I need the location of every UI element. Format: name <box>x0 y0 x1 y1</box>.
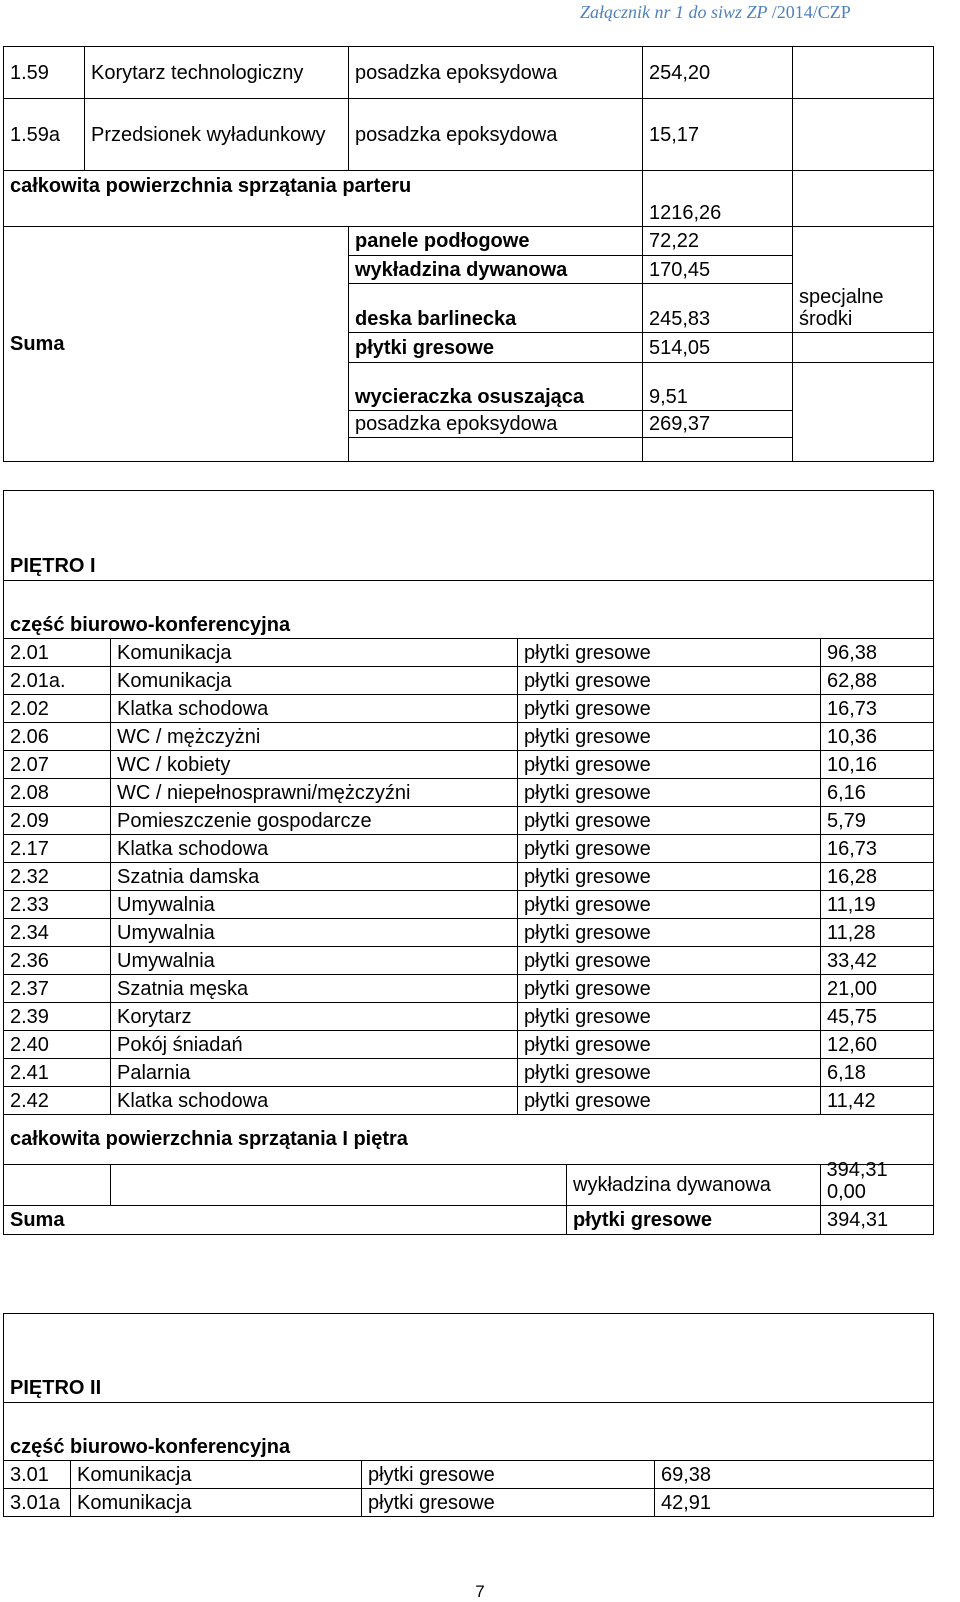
floor1-summary-table <box>3 1164 934 1235</box>
table-row <box>4 667 934 695</box>
floor-type: płytki gresowe <box>518 1003 821 1031</box>
total-row <box>4 171 934 227</box>
room-name: Komunikacja <box>111 639 518 667</box>
summary-value: 0,00 <box>821 1165 934 1206</box>
room-name: Klatka schodowa <box>111 1087 518 1115</box>
empty-cell <box>111 1165 567 1206</box>
summary-type: wykładzina dywanowa <box>567 1165 821 1206</box>
room-area: 69,38 <box>655 1461 934 1489</box>
floor-type: płytki gresowe <box>518 835 821 863</box>
floor-type: płytki gresowe <box>518 919 821 947</box>
room-area: 16,28 <box>821 863 934 891</box>
summary-type: płytki gresowe <box>349 333 643 363</box>
floor-type: płytki gresowe <box>362 1489 655 1517</box>
summary-value: 72,22 <box>643 227 793 256</box>
room-number: 2.41 <box>4 1059 111 1087</box>
room-area: 12,60 <box>821 1031 934 1059</box>
table-row <box>4 99 934 171</box>
room-area: 21,00 <box>821 975 934 1003</box>
table-row <box>4 891 934 919</box>
room-area: 45,75 <box>821 1003 934 1031</box>
room-area: 254,20 <box>643 47 793 99</box>
room-area: 16,73 <box>821 835 934 863</box>
room-name: Korytarz <box>111 1003 518 1031</box>
room-number: 2.01a. <box>4 667 111 695</box>
room-area: 10,36 <box>821 723 934 751</box>
room-name: Palarnia <box>111 1059 518 1087</box>
room-number: 2.32 <box>4 863 111 891</box>
room-name: Umywalnia <box>111 947 518 975</box>
floor-type: płytki gresowe <box>518 1031 821 1059</box>
room-number: 2.07 <box>4 751 111 779</box>
summary-type: płytki gresowe <box>567 1206 821 1235</box>
room-name: Pomieszczenie gospodarcze <box>111 807 518 835</box>
room-name: Szatnia damska <box>111 863 518 891</box>
floor-type: płytki gresowe <box>518 1087 821 1115</box>
summary-type: panele podłogowe <box>349 227 643 256</box>
table-row <box>4 47 934 99</box>
empty-cell <box>793 99 934 171</box>
floor-type: płytki gresowe <box>518 723 821 751</box>
page-number: 7 <box>475 1582 485 1601</box>
room-number: 2.33 <box>4 891 111 919</box>
summary-type: wycieraczka osuszająca <box>349 363 643 411</box>
floor1-title: PIĘTRO I <box>4 491 934 581</box>
floor-type: płytki gresowe <box>518 1059 821 1087</box>
summary-value: 394,31 <box>821 1206 934 1235</box>
room-number: 2.40 <box>4 1031 111 1059</box>
room-name: WC / niepełnosprawni/mężczyźni <box>111 779 518 807</box>
floor-type: płytki gresowe <box>518 667 821 695</box>
room-name: Komunikacja <box>71 1489 362 1517</box>
room-area: 5,79 <box>821 807 934 835</box>
floor-type: posadzka epoksydowa <box>349 99 643 171</box>
table-row <box>4 1087 934 1115</box>
room-name: Umywalnia <box>111 919 518 947</box>
room-area: 11,42 <box>821 1087 934 1115</box>
room-name: WC / kobiety <box>111 751 518 779</box>
table-row <box>4 751 934 779</box>
sum-label: Suma <box>4 227 349 462</box>
table-row <box>4 1003 934 1031</box>
empty-cell <box>793 363 934 462</box>
room-number: 2.37 <box>4 975 111 1003</box>
room-area: 15,17 <box>643 99 793 171</box>
floor-type: płytki gresowe <box>518 975 821 1003</box>
room-name: Klatka schodowa <box>111 695 518 723</box>
room-name: Szatnia męska <box>111 975 518 1003</box>
total-value: 394,31 <box>821 1115 934 1184</box>
floor-type: płytki gresowe <box>518 807 821 835</box>
floor1-table <box>3 490 934 1183</box>
room-number: 2.34 <box>4 919 111 947</box>
floor-type: posadzka epoksydowa <box>349 47 643 99</box>
room-number: 3.01 <box>4 1461 71 1489</box>
floor2-title: PIĘTRO II <box>4 1314 934 1403</box>
empty-cell <box>643 438 793 462</box>
table-row <box>4 975 934 1003</box>
empty-cell <box>349 438 643 462</box>
room-number: 1.59 <box>4 47 85 99</box>
room-number: 2.06 <box>4 723 111 751</box>
room-area: 6,16 <box>821 779 934 807</box>
room-area: 62,88 <box>821 667 934 695</box>
floor-type: płytki gresowe <box>518 863 821 891</box>
floor-type: płytki gresowe <box>518 947 821 975</box>
floor-type: płytki gresowe <box>518 751 821 779</box>
room-number: 3.01a <box>4 1489 71 1517</box>
room-number: 2.01 <box>4 639 111 667</box>
table-row <box>4 1059 934 1087</box>
sum-label: Suma <box>4 1206 567 1235</box>
header-number: /2014/CZP <box>771 2 851 22</box>
empty-cell <box>793 171 934 227</box>
room-number: 2.36 <box>4 947 111 975</box>
table-row <box>4 807 934 835</box>
room-area: 42,91 <box>655 1489 934 1517</box>
room-name: Umywalnia <box>111 891 518 919</box>
summary-value: 514,05 <box>643 333 793 363</box>
floor1-section: część biurowo-konferencyjna <box>4 581 934 639</box>
room-number: 2.39 <box>4 1003 111 1031</box>
room-name: Komunikacja <box>71 1461 362 1489</box>
floor-type: płytki gresowe <box>518 779 821 807</box>
room-area: 6,18 <box>821 1059 934 1087</box>
room-number: 2.09 <box>4 807 111 835</box>
room-area: 10,16 <box>821 751 934 779</box>
room-area: 96,38 <box>821 639 934 667</box>
summary-type: wykładzina dywanowa <box>349 256 643 284</box>
room-name: Korytarz technologiczny <box>85 47 349 99</box>
summary-value: 245,83 <box>643 284 793 333</box>
floor-type: płytki gresowe <box>518 639 821 667</box>
room-area: 16,73 <box>821 695 934 723</box>
room-area: 11,28 <box>821 919 934 947</box>
floor-type: płytki gresowe <box>518 891 821 919</box>
empty-cell <box>793 47 934 99</box>
room-number: 2.17 <box>4 835 111 863</box>
total-value: 1216,26 <box>643 171 793 227</box>
room-name: Przedsionek wyładunkowy <box>85 99 349 171</box>
room-name: WC / mężczyżni <box>111 723 518 751</box>
empty-cell <box>4 1165 111 1206</box>
total-label: całkowita powierzchnia sprzątania parteru <box>4 171 643 227</box>
summary-type: deska barlinecka <box>349 284 643 333</box>
summary-type: posadzka epoksydowa <box>349 411 643 438</box>
floor-type: płytki gresowe <box>518 695 821 723</box>
summary-value: 9,51 <box>643 363 793 411</box>
summary-value: 170,45 <box>643 256 793 284</box>
room-area: 11,19 <box>821 891 934 919</box>
floor2-table <box>3 1313 934 1517</box>
room-name: Komunikacja <box>111 667 518 695</box>
floor2-rows <box>4 1461 934 1517</box>
room-number: 2.02 <box>4 695 111 723</box>
room-name: Klatka schodowa <box>111 835 518 863</box>
table-row <box>4 723 934 751</box>
floor2-section: część biurowo-konferencyjna <box>4 1403 934 1461</box>
special-label: specjalne środki <box>793 227 934 333</box>
table-row <box>4 639 934 667</box>
total-label: całkowita powierzchnia sprzątania I piętra <box>4 1115 821 1184</box>
table-row <box>4 835 934 863</box>
table-row <box>4 779 934 807</box>
floor1-rows <box>4 639 934 1115</box>
ground-floor-table <box>3 46 934 462</box>
table-row <box>4 1031 934 1059</box>
table-row <box>4 919 934 947</box>
room-number: 1.59a <box>4 99 85 171</box>
header-text: Załącznik nr 1 do siwz ZP <box>580 2 768 22</box>
table-row <box>4 695 934 723</box>
empty-cell <box>793 333 934 363</box>
table-row <box>4 947 934 975</box>
summary-value: 269,37 <box>643 411 793 438</box>
table-row <box>4 863 934 891</box>
page-header <box>580 2 930 23</box>
room-number: 2.42 <box>4 1087 111 1115</box>
floor-type: płytki gresowe <box>362 1461 655 1489</box>
table-row <box>4 1461 934 1489</box>
room-name: Pokój śniadań <box>111 1031 518 1059</box>
summary-row <box>4 227 934 256</box>
room-number: 2.08 <box>4 779 111 807</box>
table-row <box>4 1489 934 1517</box>
room-area: 33,42 <box>821 947 934 975</box>
